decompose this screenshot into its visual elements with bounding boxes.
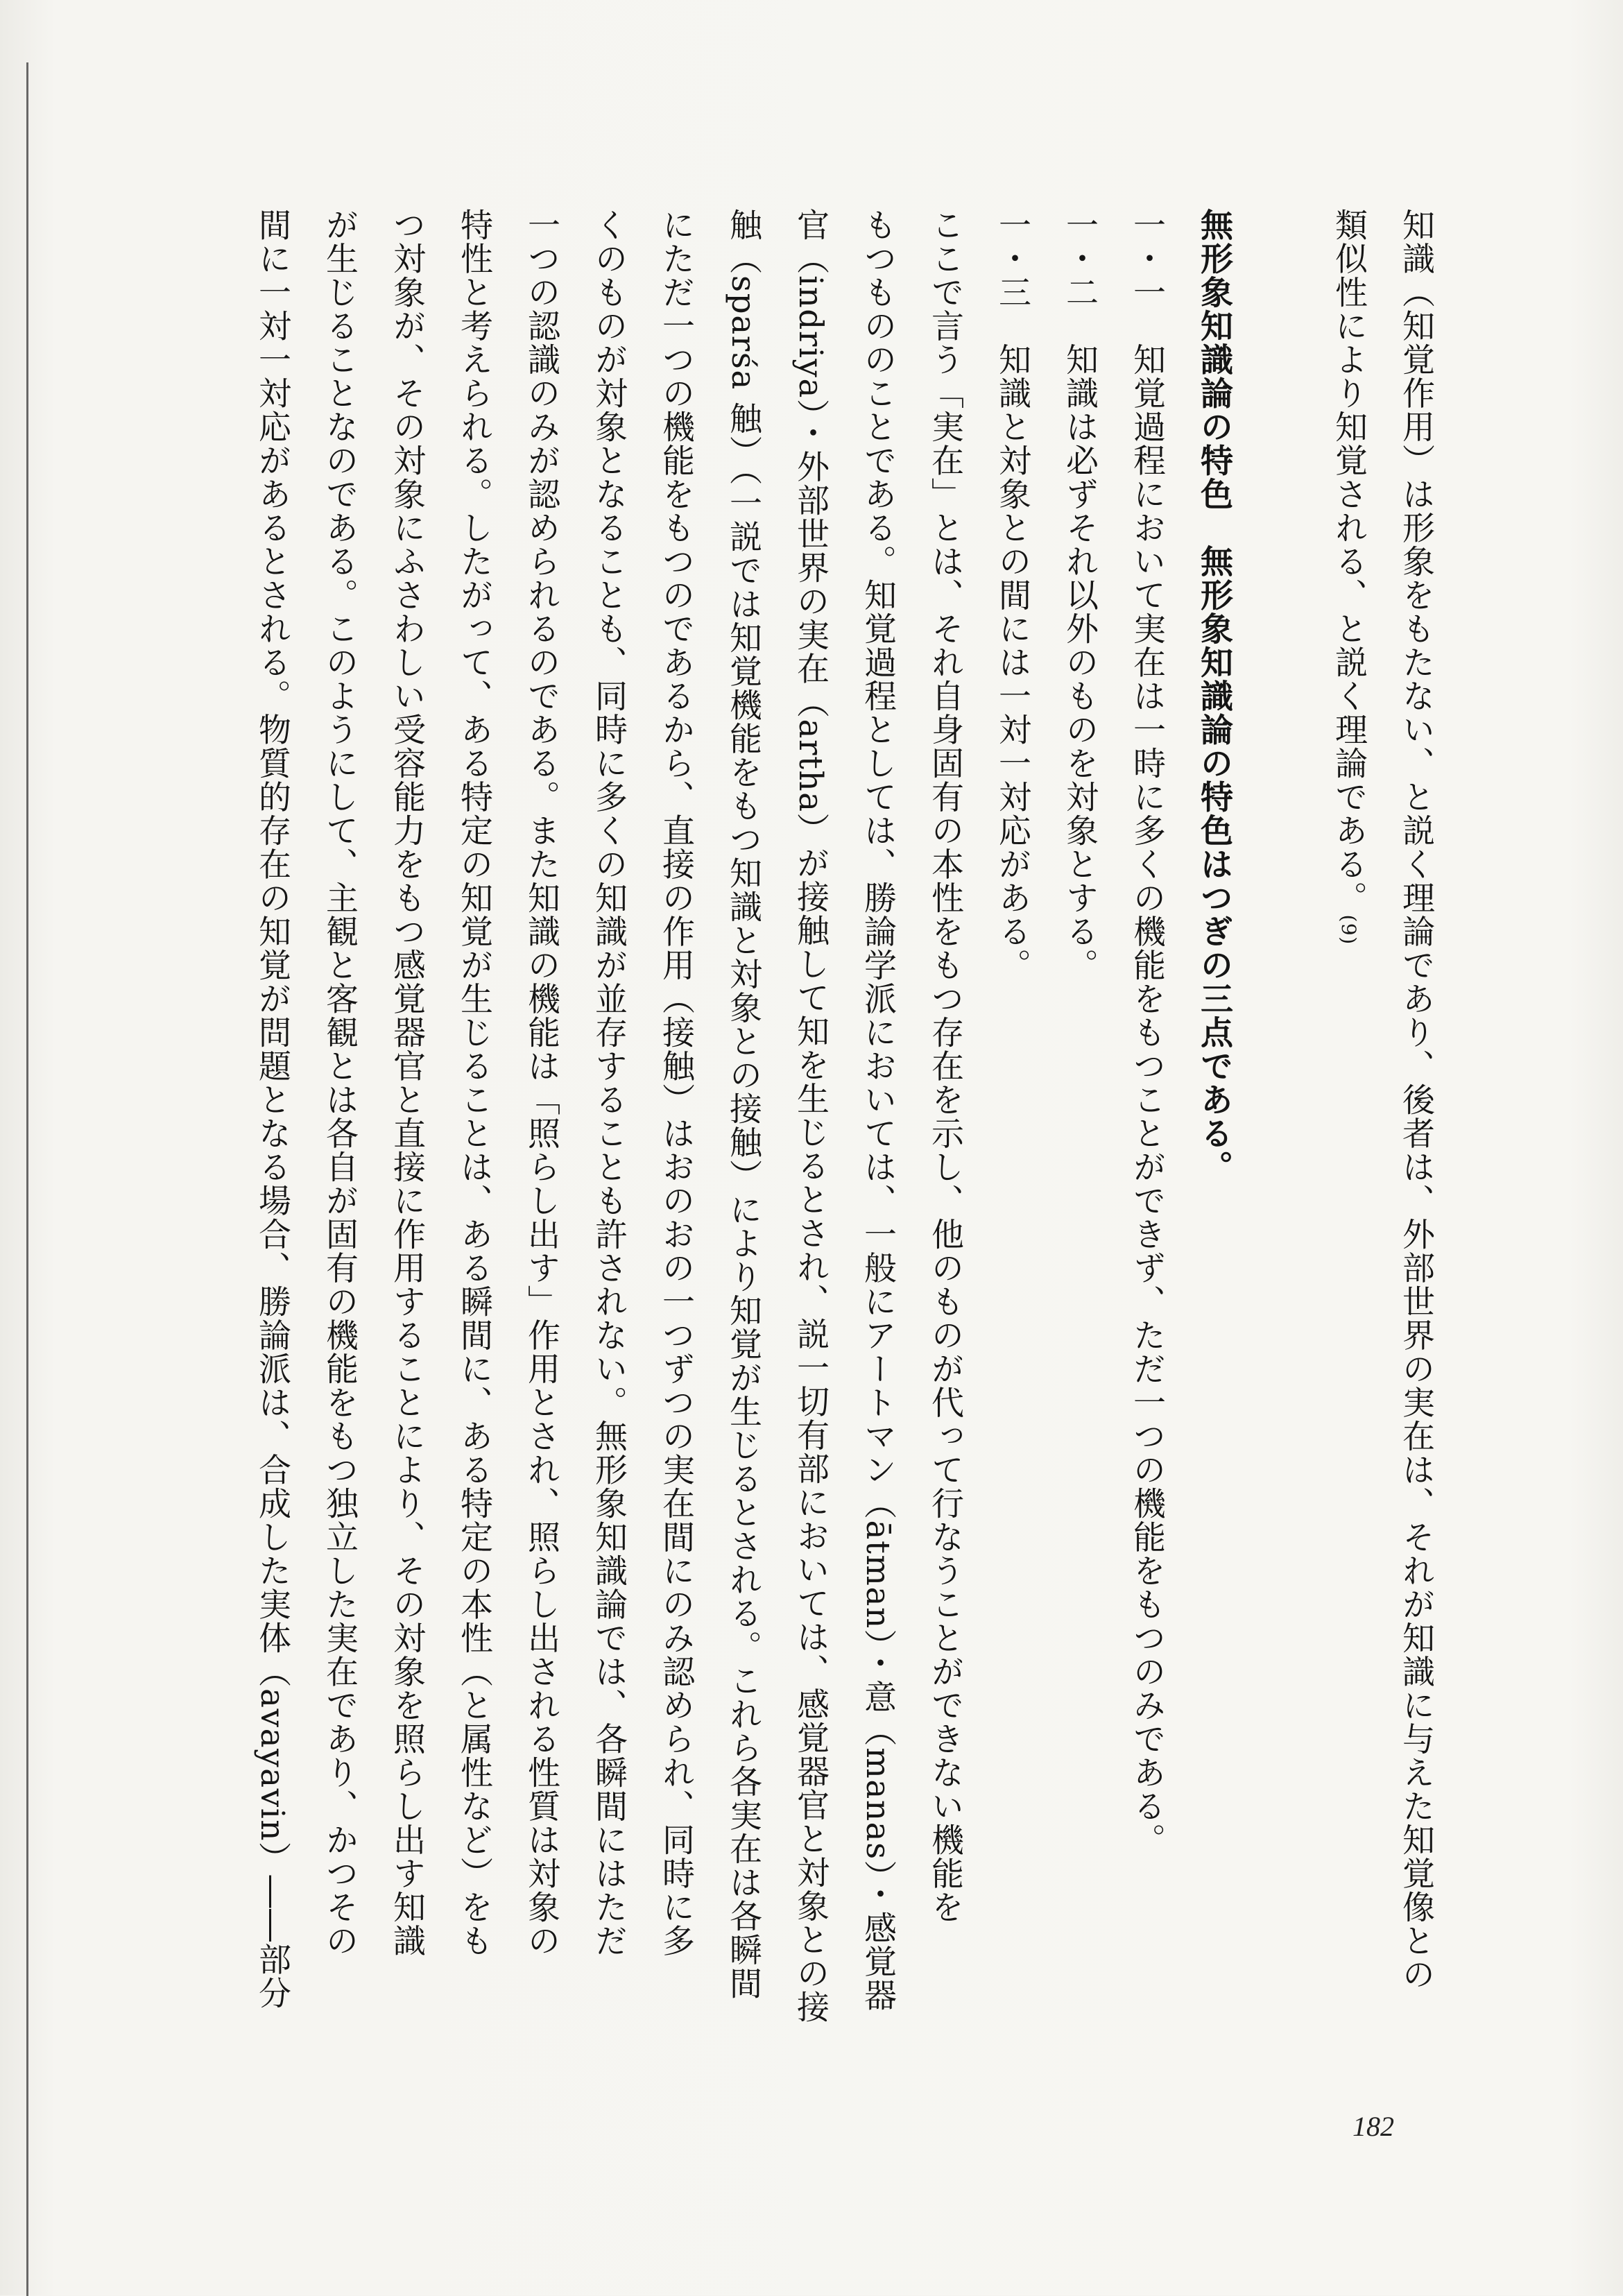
section-heading: 無形象知識論の特色 無形象知識論の特色はつぎの三点である。 [1195, 208, 1233, 1184]
paragraph-line: ここで言う「実在」とは、それ自身固有の本性をもつ存在を示し、他のものが代って行なうことができない機能を [926, 208, 964, 1924]
paragraph-line: 間に一対一対応があるとされる。物質的存在の知覚が問題となる場合、勝論派は、合成した実体（avayavin）――部分 [253, 208, 291, 2010]
paragraph-line: つ対象が、その対象にふさわしい受容能力をもつ感覚器官と直接に作用することにより、その対象を照らし出す知識 [388, 208, 426, 1957]
text-line: 知識（知覚作用）は形象をもたない、と説く理論であり、後者は、外部世界の実在は、それが知識に与えた知覚像との [1397, 208, 1435, 1991]
text-line-body: 類似性により知覚される、と説く理論である。 [1330, 208, 1368, 915]
text-line [1315, 208, 1382, 1804]
paragraph-line: 官（indriya）・外部世界の実在（artha）が接触して知を生じるとされ、説一切有部においては、感覚器官と対象との接 [791, 208, 830, 2024]
paragraph-line: 特性と考えられる。したがって、ある特定の知覚が生じることは、ある瞬間に、ある特定の本性（と属性など）をも [455, 208, 493, 1957]
list-item: 一・一 知覚過程において実在は一時に多くの機能をもつことができず、ただ一つの機能をもつのみである。 [1128, 208, 1166, 1857]
list-item: 一・二 知識は必ずそれ以外のものを対象とする。 [1060, 208, 1099, 982]
paragraph-line: もつもののことである。知覚過程としては、勝論学派においては、一般にアートマン（ātman）・意（manas）・感覚器 [859, 208, 897, 2012]
paragraph-line: 触（sparśa 触）（一説では知覚機能をもつ知識と対象との接触）により知覚が生じるとされる。これら各実在は各瞬間 [724, 208, 762, 2001]
paragraph-line: が生じることなのである。このようにして、主観と客観とは各自が固有の機能をもつ独立した実在であり、かつその [320, 208, 359, 1957]
paragraph-line: 一つの認識のみが認められるのである。また知識の機能は「照らし出す」作用とされ、照らし出される性質は対象の [522, 208, 560, 1957]
vertical-text-body [118, 208, 1450, 2024]
paragraph-line: にただ一つの機能をもつのであるから、直接の作用（接触）はおのおの一つずつの実在間にのみ認められ、同時に多 [657, 208, 695, 1957]
paragraph-line: くのものが対象となることも、同時に多くの知識が並存することも許されない。無形象知識論では、各瞬間にはただ [590, 208, 628, 1957]
footnote-marker: (9) [1337, 914, 1360, 945]
page-number: 182 [1352, 2111, 1394, 2142]
list-item: 一・三 知識と対象との間には一対一対応がある。 [993, 208, 1031, 982]
binding-edge [26, 62, 28, 2296]
blank-line [1248, 208, 1315, 1804]
